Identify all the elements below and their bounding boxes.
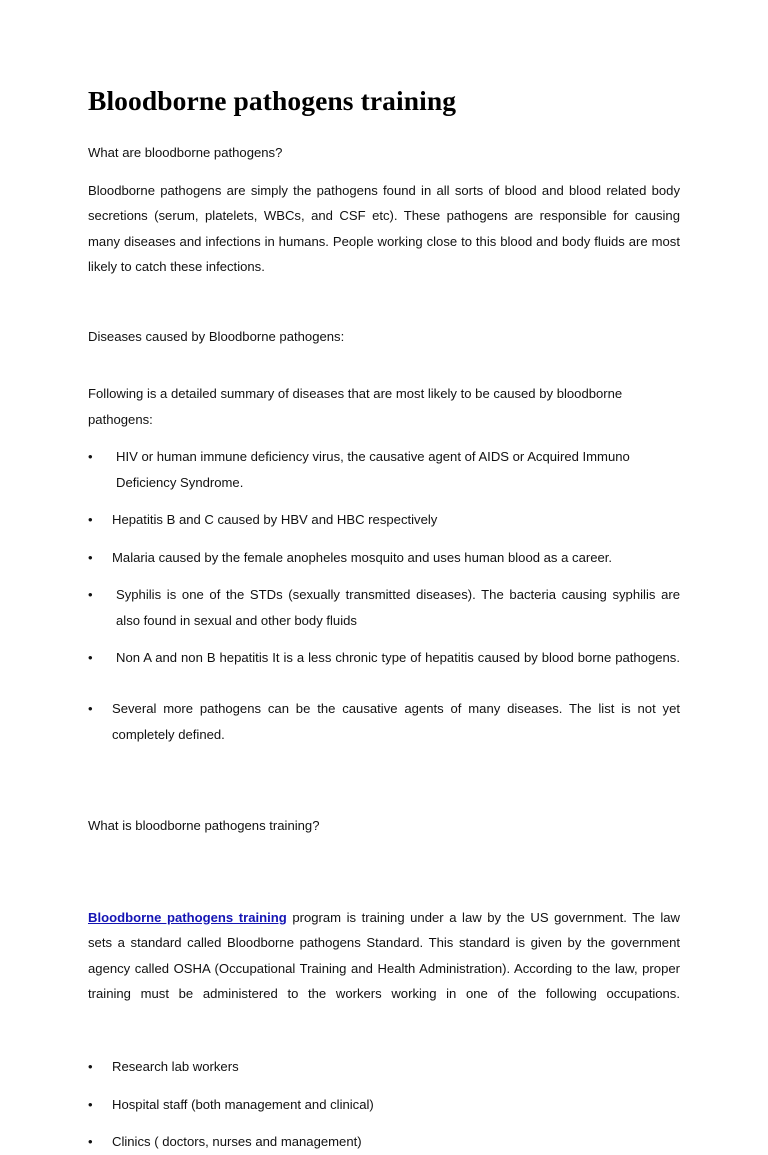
- spacer: [88, 791, 680, 813]
- list-item-label: Clinics ( doctors, nurses and management): [112, 1134, 362, 1149]
- list-item-label: Malaria caused by the female anopheles mosquito and uses human blood as a career.: [112, 549, 613, 565]
- bullet-marker: •: [88, 512, 93, 527]
- list-item: [88, 545, 680, 571]
- diseases-lead: Following is a detailed summary of diseases that are most likely to be caused by bloodborne pathogens:: [88, 386, 623, 427]
- training-paragraph: [88, 905, 680, 1033]
- bullet-marker: •: [88, 1059, 93, 1074]
- list-item: [88, 444, 680, 495]
- spacer: [88, 1080, 680, 1092]
- spacer: [88, 747, 680, 791]
- spacer: [88, 570, 680, 582]
- spacer: [88, 1117, 680, 1129]
- training-paragraph-rest: program is training under a law by the US government. The law sets a standard called Bloodborne pathogens Standard. This standard is given by the government agency called OSHA (Occupational Training and Health Administration). According to the law, proper training must be administered to the workers working in one of the following occupations.: [88, 909, 680, 1001]
- spacer: [88, 495, 680, 507]
- diseases-heading: Diseases caused by Bloodborne pathogens:: [88, 328, 345, 344]
- page-title: Bloodborne pathogens training: [88, 85, 457, 116]
- list-item-label: Several more pathogens can be the causative agents of many diseases. The list is not yet completely defined.: [112, 701, 680, 742]
- bullet-marker: •: [88, 701, 93, 716]
- spacer: [88, 533, 680, 545]
- spacer: [88, 883, 680, 905]
- bullet-marker: •: [88, 549, 93, 565]
- spacer: [88, 118, 680, 140]
- spacer: [88, 166, 680, 178]
- list-item: [88, 1129, 680, 1155]
- bloodborne-training-link[interactable]: Bloodborne pathogens training: [88, 909, 287, 925]
- spacer: [88, 633, 680, 645]
- bullet-marker: •: [88, 449, 93, 464]
- spacer: [88, 839, 680, 883]
- spacer: [88, 349, 680, 381]
- spacer: [88, 432, 680, 444]
- list-item-label: Syphilis is one of the STDs (sexually transmitted diseases). The bacteria causing syphilis are also found in sexual and other body fluids: [116, 587, 680, 628]
- bullet-marker: •: [88, 587, 93, 602]
- spacer: [88, 280, 680, 324]
- list-item: [88, 1092, 680, 1118]
- bullet-marker: •: [88, 1134, 93, 1149]
- list-item-label: Research lab workers: [112, 1059, 239, 1074]
- document-body: [88, 84, 680, 1155]
- intro-question: What are bloodborne pathogens?: [88, 145, 283, 160]
- list-item: [88, 645, 680, 696]
- list-item-label: Hospital staff (both management and clinical): [112, 1096, 374, 1112]
- spacer: [88, 1032, 680, 1054]
- bullet-marker: •: [88, 1096, 93, 1112]
- list-item: [88, 696, 680, 747]
- bullet-marker: •: [88, 650, 93, 665]
- list-item: [88, 1054, 680, 1080]
- list-item: [88, 582, 680, 633]
- list-item-label: Hepatitis B and C caused by HBV and HBC respectively: [112, 512, 438, 527]
- list-item-label: HIV or human immune deficiency virus, the causative agent of AIDS or Acquired Immuno Deficiency Syndrome.: [116, 449, 630, 490]
- list-item-label: Non A and non B hepatitis It is a less chronic type of hepatitis caused by blood borne pathogens.: [116, 650, 680, 665]
- intro-paragraph: Bloodborne pathogens are simply the pathogens found in all sorts of blood and blood related body secretions (serum, platelets, WBCs, and CSF etc). These pathogens are responsible for causing many diseases and infections in humans. People working close to this blood and body fluids are most likely to catch these infections.: [88, 182, 680, 274]
- list-item: [88, 507, 680, 533]
- training-question: What is bloodborne pathogens training?: [88, 818, 320, 833]
